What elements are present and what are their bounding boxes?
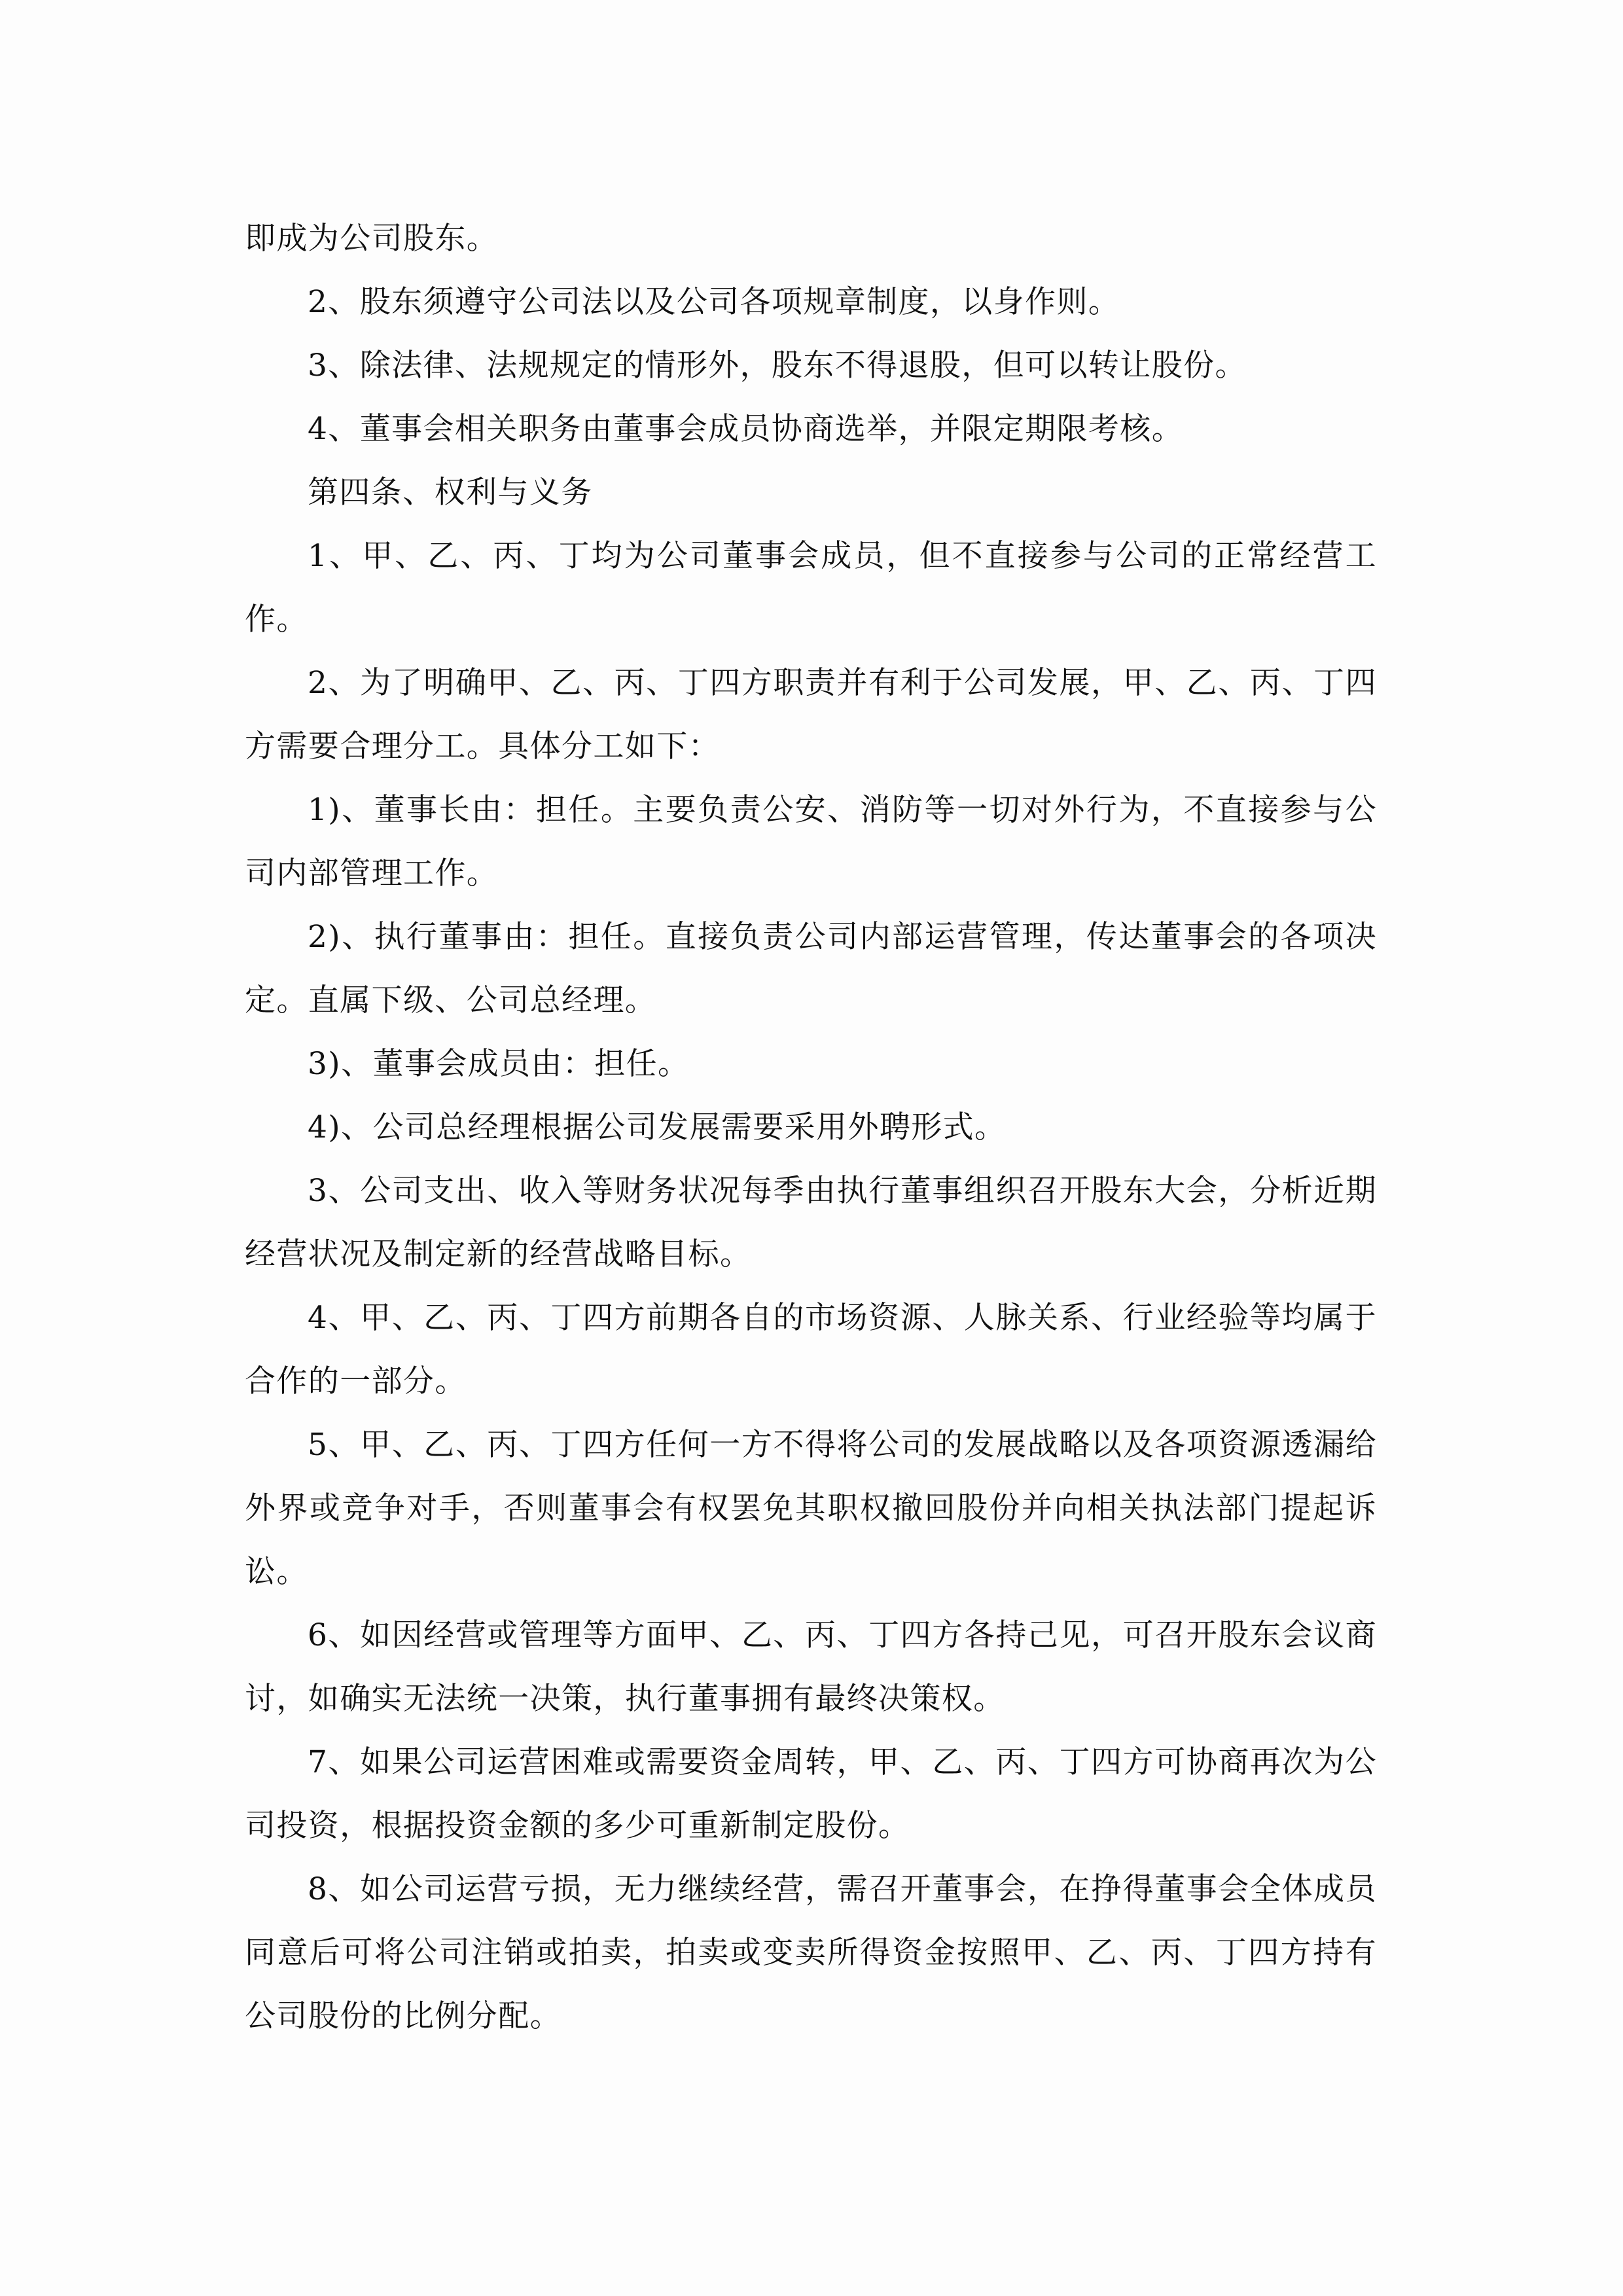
- paragraph-rights-1: 1、甲、乙、丙、丁均为公司董事会成员，但不直接参与公司的正常经营工作。: [245, 538, 1377, 637]
- paragraph-rights-7: 7、如果公司运营困难或需要资金周转，甲、乙、丙、丁四方可协商再次为公司投资，根据投资金额的多少可重新制定股份。: [245, 1744, 1377, 1844]
- document-body: [245, 207, 1377, 2048]
- paragraph-subitem-1-chairman: 1)、董事长由：担任。主要负责公安、消防等一切对外行为，不直接参与公司内部管理工作。: [245, 792, 1377, 891]
- paragraph-rights-8: 8、如公司运营亏损，无力继续经营，需召开董事会，在挣得董事会全体成员同意后可将公司注销或拍卖，拍卖或变卖所得资金按照甲、乙、丙、丁四方持有公司股份的比例分配。: [245, 1871, 1377, 2034]
- paragraph-clause-2-shareholder-rules: 2、股东须遵守公司法以及公司各项规章制度，以身作则。: [308, 284, 1120, 320]
- paragraph-rights-2: 2、为了明确甲、乙、丙、丁四方职责并有利于公司发展，甲、乙、丙、丁四方需要合理分工。具体分工如下：: [245, 665, 1377, 764]
- paragraph-rights-5: 5、甲、乙、丙、丁四方任何一方不得将公司的发展战略以及各项资源透漏给外界或竞争对手，否则董事会有权罢免其职权撤回股份并向相关执法部门提起诉讼。: [245, 1427, 1377, 1590]
- paragraph-clause-3-share-transfer: 3、除法律、法规规定的情形外，股东不得退股，但可以转让股份。: [308, 348, 1247, 384]
- paragraph-clause-4-board-election: 4、董事会相关职务由董事会成员协商选举，并限定期限考核。: [308, 411, 1184, 447]
- paragraph-continuation: 即成为公司股东。: [245, 221, 499, 257]
- paragraph-subitem-2-executive-director: 2)、执行董事由：担任。直接负责公司内部运营管理，传达董事会的各项决定。直属下级、公司总经理。: [245, 919, 1377, 1018]
- paragraph-rights-4: 4、甲、乙、丙、丁四方前期各自的市场资源、人脉关系、行业经验等均属于合作的一部分。: [245, 1300, 1377, 1399]
- paragraph-rights-6: 6、如因经营或管理等方面甲、乙、丙、丁四方各持己见，可召开股东会议商讨，如确实无法统一决策，执行董事拥有最终决策权。: [245, 1617, 1377, 1717]
- paragraph-rights-3: 3、公司支出、收入等财务状况每季由执行董事组织召开股东大会，分析近期经营状况及制定新的经营战略目标。: [245, 1173, 1377, 1272]
- paragraph-subitem-4-general-manager: 4)、公司总经理根据公司发展需要采用外聘形式。: [308, 1109, 1007, 1145]
- paragraph-subitem-3-board-members: 3)、董事会成员由：担任。: [308, 1046, 690, 1082]
- section-heading-article-4: 第四条、权利与义务: [308, 475, 593, 511]
